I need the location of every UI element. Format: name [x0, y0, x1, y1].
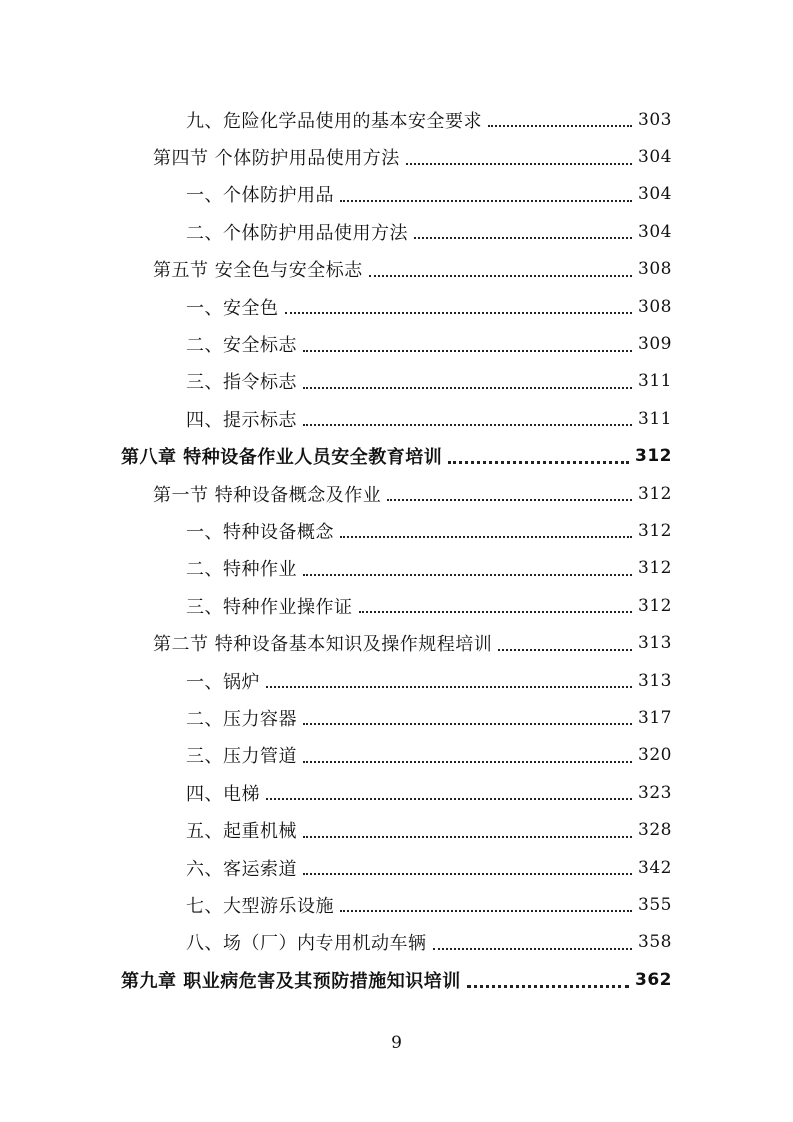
toc-item-entry[interactable]	[0, 101, 793, 138]
toc-entry-title: 一、个体防护用品	[186, 185, 334, 207]
toc-entry-title: 四、提示标志	[186, 409, 297, 431]
dot-leader	[266, 685, 632, 688]
dot-leader	[387, 498, 632, 501]
toc-section-entry[interactable]	[0, 624, 793, 661]
dot-leader	[340, 199, 632, 202]
toc-item-entry[interactable]	[0, 512, 793, 549]
toc-entry-title: 第四节 个体防护用品使用方法	[153, 148, 400, 170]
toc-entry-page: 320	[638, 745, 672, 766]
toc-entry-title: 二、个体防护用品使用方法	[186, 222, 408, 244]
dot-leader	[414, 236, 632, 239]
toc-entry-title: 四、电梯	[186, 783, 260, 805]
dot-leader	[266, 797, 632, 800]
toc-item-entry[interactable]	[0, 587, 793, 624]
toc-section-entry[interactable]	[0, 251, 793, 288]
toc-item-entry[interactable]	[0, 288, 793, 325]
toc-entry-title: 第一节 特种设备概念及作业	[153, 484, 382, 506]
toc-item-entry[interactable]	[0, 849, 793, 886]
table-of-contents	[0, 101, 793, 998]
toc-entry-title: 六、客运索道	[186, 858, 297, 880]
toc-item-entry[interactable]	[0, 176, 793, 213]
toc-item-entry[interactable]	[0, 811, 793, 848]
toc-entry-title: 八、场（厂）内专用机动车辆	[186, 933, 427, 955]
toc-item-entry[interactable]	[0, 886, 793, 923]
toc-entry-page: 328	[638, 820, 672, 841]
toc-entry-title: 一、安全色	[186, 297, 279, 319]
dot-leader	[448, 460, 629, 464]
toc-entry-page: 304	[638, 221, 672, 242]
toc-item-entry[interactable]	[0, 924, 793, 961]
toc-entry-title: 二、特种作业	[186, 559, 297, 581]
toc-entry-page: 313	[638, 633, 672, 654]
dot-leader	[303, 573, 632, 576]
toc-chapter-entry[interactable]	[0, 961, 793, 998]
toc-item-entry[interactable]	[0, 699, 793, 736]
toc-entry-page: 304	[638, 147, 672, 168]
toc-item-entry[interactable]	[0, 550, 793, 587]
toc-entry-page: 355	[638, 894, 672, 915]
toc-entry-page: 358	[638, 932, 672, 953]
dot-leader	[303, 760, 632, 763]
toc-section-entry[interactable]	[0, 138, 793, 175]
toc-entry-page: 312	[638, 595, 672, 616]
toc-entry-title: 三、特种作业操作证	[186, 596, 353, 618]
toc-entry-page: 308	[638, 259, 672, 280]
toc-entry-page: 317	[638, 707, 672, 728]
toc-item-entry[interactable]	[0, 774, 793, 811]
dot-leader	[369, 274, 632, 277]
toc-item-entry[interactable]	[0, 363, 793, 400]
toc-entry-title: 一、特种设备概念	[186, 521, 334, 543]
toc-chapter-entry[interactable]	[0, 438, 793, 475]
toc-entry-title: 二、压力容器	[186, 708, 297, 730]
dot-leader	[303, 349, 632, 352]
toc-entry-page: 323	[638, 782, 672, 803]
dot-leader	[303, 722, 632, 725]
toc-entry-title: 第九章 职业病危害及其预防措施知识培训	[121, 970, 461, 992]
toc-entry-page: 312	[638, 483, 672, 504]
toc-entry-title: 第八章 特种设备作业人员安全教育培训	[121, 447, 443, 469]
dot-leader	[488, 124, 632, 127]
dot-leader	[340, 535, 632, 538]
toc-entry-title: 第二节 特种设备基本知识及操作规程培训	[153, 634, 493, 656]
dot-leader	[433, 947, 633, 950]
dot-leader	[340, 909, 632, 912]
toc-entry-title: 五、起重机械	[186, 821, 297, 843]
toc-entry-title: 三、指令标志	[186, 372, 297, 394]
dot-leader	[467, 984, 629, 988]
dot-leader	[303, 872, 632, 875]
dot-leader	[406, 162, 632, 165]
toc-entry-title: 三、压力管道	[186, 746, 297, 768]
toc-entry-page: 362	[635, 969, 672, 990]
toc-entry-page: 308	[638, 296, 672, 317]
toc-item-entry[interactable]	[0, 662, 793, 699]
toc-item-entry[interactable]	[0, 737, 793, 774]
toc-entry-title: 二、安全标志	[186, 335, 297, 357]
dot-leader	[498, 648, 632, 651]
dot-leader	[303, 835, 632, 838]
dot-leader	[285, 311, 633, 314]
toc-item-entry[interactable]	[0, 325, 793, 362]
toc-entry-page: 311	[638, 371, 672, 392]
toc-entry-page: 303	[638, 109, 672, 130]
toc-entry-page: 312	[638, 558, 672, 579]
toc-entry-title: 一、锅炉	[186, 671, 260, 693]
toc-entry-page: 342	[638, 857, 672, 878]
toc-entry-title: 第五节 安全色与安全标志	[153, 260, 363, 282]
toc-entry-title: 七、大型游乐设施	[186, 895, 334, 917]
toc-entry-page: 304	[638, 184, 672, 205]
toc-entry-page: 312	[635, 446, 672, 467]
toc-item-entry[interactable]	[0, 400, 793, 437]
dot-leader	[303, 386, 632, 389]
dot-leader	[303, 423, 632, 426]
toc-entry-page: 309	[638, 334, 672, 355]
page-number: 9	[391, 1033, 402, 1053]
toc-item-entry[interactable]	[0, 213, 793, 250]
toc-section-entry[interactable]	[0, 475, 793, 512]
toc-entry-title: 九、危险化学品使用的基本安全要求	[186, 110, 482, 132]
toc-entry-page: 312	[638, 520, 672, 541]
toc-entry-page: 313	[638, 670, 672, 691]
toc-entry-page: 311	[638, 408, 672, 429]
dot-leader	[359, 610, 633, 613]
